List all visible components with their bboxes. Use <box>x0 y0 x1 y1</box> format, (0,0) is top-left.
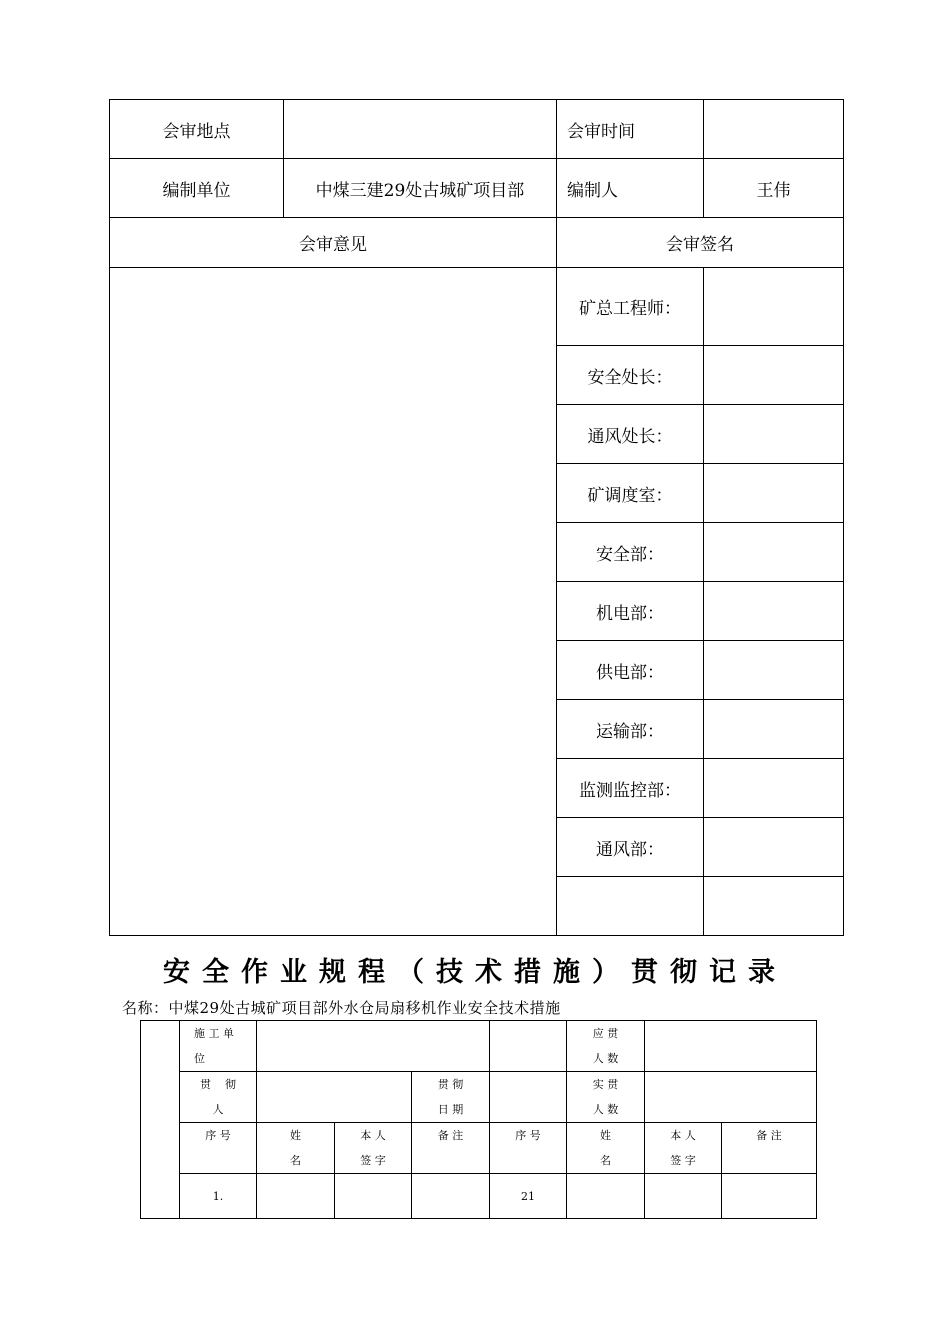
record-title: 安全作业规程（技术措施）贯彻记录 <box>163 957 787 988</box>
construction-unit-label-line: 施 工 单 <box>194 1027 234 1040</box>
col-note-text: 备 注 <box>437 1129 464 1142</box>
signer-signature <box>704 268 844 346</box>
signer-signature <box>704 759 844 818</box>
right-name-cell <box>567 1174 645 1219</box>
time-label: 会审时间 <box>557 100 704 159</box>
implement-date-label <box>412 1072 490 1123</box>
signer-row <box>110 268 844 346</box>
actual-count-value <box>645 1072 817 1123</box>
col-note-header <box>722 1123 817 1174</box>
signer-label: 监测监控部： <box>557 759 704 818</box>
opinion-header: 会审意见 <box>110 218 557 268</box>
col-sign-line: 签 字 <box>360 1154 386 1167</box>
expected-count-label-line: 应 贯 <box>592 1027 619 1040</box>
signer-label <box>557 877 704 936</box>
col-seq-text: 序 号 <box>205 1129 231 1142</box>
right-sign-cell <box>645 1174 722 1219</box>
left-seq-cell: 1. <box>180 1174 257 1219</box>
review-table <box>109 99 844 936</box>
signer-label: 机电部： <box>557 582 704 641</box>
construction-unit-value <box>257 1021 490 1072</box>
record-info-row <box>141 1072 817 1123</box>
record-header-row <box>141 1123 817 1174</box>
actual-count-label-line: 人 数 <box>592 1103 619 1116</box>
col-note-header <box>412 1123 490 1174</box>
col-name-header <box>257 1123 335 1174</box>
implement-date-label-line: 日 期 <box>437 1103 464 1116</box>
signature-header: 会审签名 <box>557 218 844 268</box>
table-row <box>141 1174 817 1219</box>
right-seq-cell: 21 <box>490 1174 567 1219</box>
unit-label: 编制单位 <box>110 159 284 218</box>
signer-signature <box>704 523 844 582</box>
implement-date-label-line: 贯 彻 <box>437 1078 464 1091</box>
signer-signature <box>704 818 844 877</box>
signer-signature <box>704 877 844 936</box>
col-sign-line: 签 字 <box>670 1154 696 1167</box>
left-note-cell <box>412 1174 490 1219</box>
signer-signature <box>704 700 844 759</box>
col-sign-line: 本 人 <box>670 1129 696 1142</box>
col-seq-header <box>180 1123 257 1174</box>
right-note-cell <box>722 1174 817 1219</box>
location-label: 会审地点 <box>110 100 284 159</box>
left-sign-cell <box>335 1174 412 1219</box>
col-name-header <box>567 1123 645 1174</box>
col-name-line: 名 <box>600 1154 612 1167</box>
measure-name: 名称：中煤29处古城矿项目部外水仓局扇移机作业安全技术措施 <box>122 999 561 1017</box>
implement-date-value <box>490 1072 567 1123</box>
time-value <box>704 100 844 159</box>
unit-row <box>110 159 844 218</box>
signer-signature <box>704 464 844 523</box>
signer-label: 矿调度室： <box>557 464 704 523</box>
left-name-cell <box>257 1174 335 1219</box>
construction-unit-label <box>180 1021 257 1072</box>
actual-count-label <box>567 1072 645 1123</box>
implementer-label <box>180 1072 257 1123</box>
signer-label: 通风处长： <box>557 405 704 464</box>
blank-cell <box>490 1021 567 1072</box>
signer-label: 矿总工程师： <box>557 268 704 346</box>
signer-label: 通风部： <box>557 818 704 877</box>
col-sign-header <box>645 1123 722 1174</box>
opinion-area <box>110 268 557 936</box>
implementer-label-line: 人 <box>212 1103 224 1116</box>
record-table <box>140 1020 817 1219</box>
signer-label: 安全部： <box>557 523 704 582</box>
author-label: 编制人 <box>557 159 704 218</box>
expected-count-value <box>645 1021 817 1072</box>
author-value: 王伟 <box>704 159 844 218</box>
location-value <box>284 100 557 159</box>
binding-margin-cell <box>141 1021 180 1219</box>
signer-signature <box>704 582 844 641</box>
col-name-line: 名 <box>290 1154 301 1167</box>
implementer-value <box>257 1072 412 1123</box>
expected-count-label-line: 人 数 <box>592 1052 619 1065</box>
signer-label: 安全处长： <box>557 346 704 405</box>
signer-label: 供电部： <box>557 641 704 700</box>
col-sign-header <box>335 1123 412 1174</box>
col-name-line: 姓 <box>600 1129 612 1142</box>
col-seq-text: 序 号 <box>515 1129 541 1142</box>
record-info-row <box>141 1021 817 1072</box>
implementer-label-line: 贯 彻 <box>200 1078 236 1091</box>
col-note-text: 备 注 <box>756 1129 782 1142</box>
construction-unit-label-line: 位 <box>194 1052 205 1065</box>
header-row <box>110 218 844 268</box>
col-sign-line: 本 人 <box>360 1129 386 1142</box>
signer-label: 运输部： <box>557 700 704 759</box>
expected-count-label <box>567 1021 645 1072</box>
unit-value: 中煤三建29处古城矿项目部 <box>284 159 557 218</box>
signer-signature <box>704 641 844 700</box>
signer-signature <box>704 346 844 405</box>
actual-count-label-line: 实 贯 <box>592 1078 619 1091</box>
col-seq-header <box>490 1123 567 1174</box>
signer-signature <box>704 405 844 464</box>
col-name-line: 姓 <box>290 1129 301 1142</box>
location-row <box>110 100 844 159</box>
